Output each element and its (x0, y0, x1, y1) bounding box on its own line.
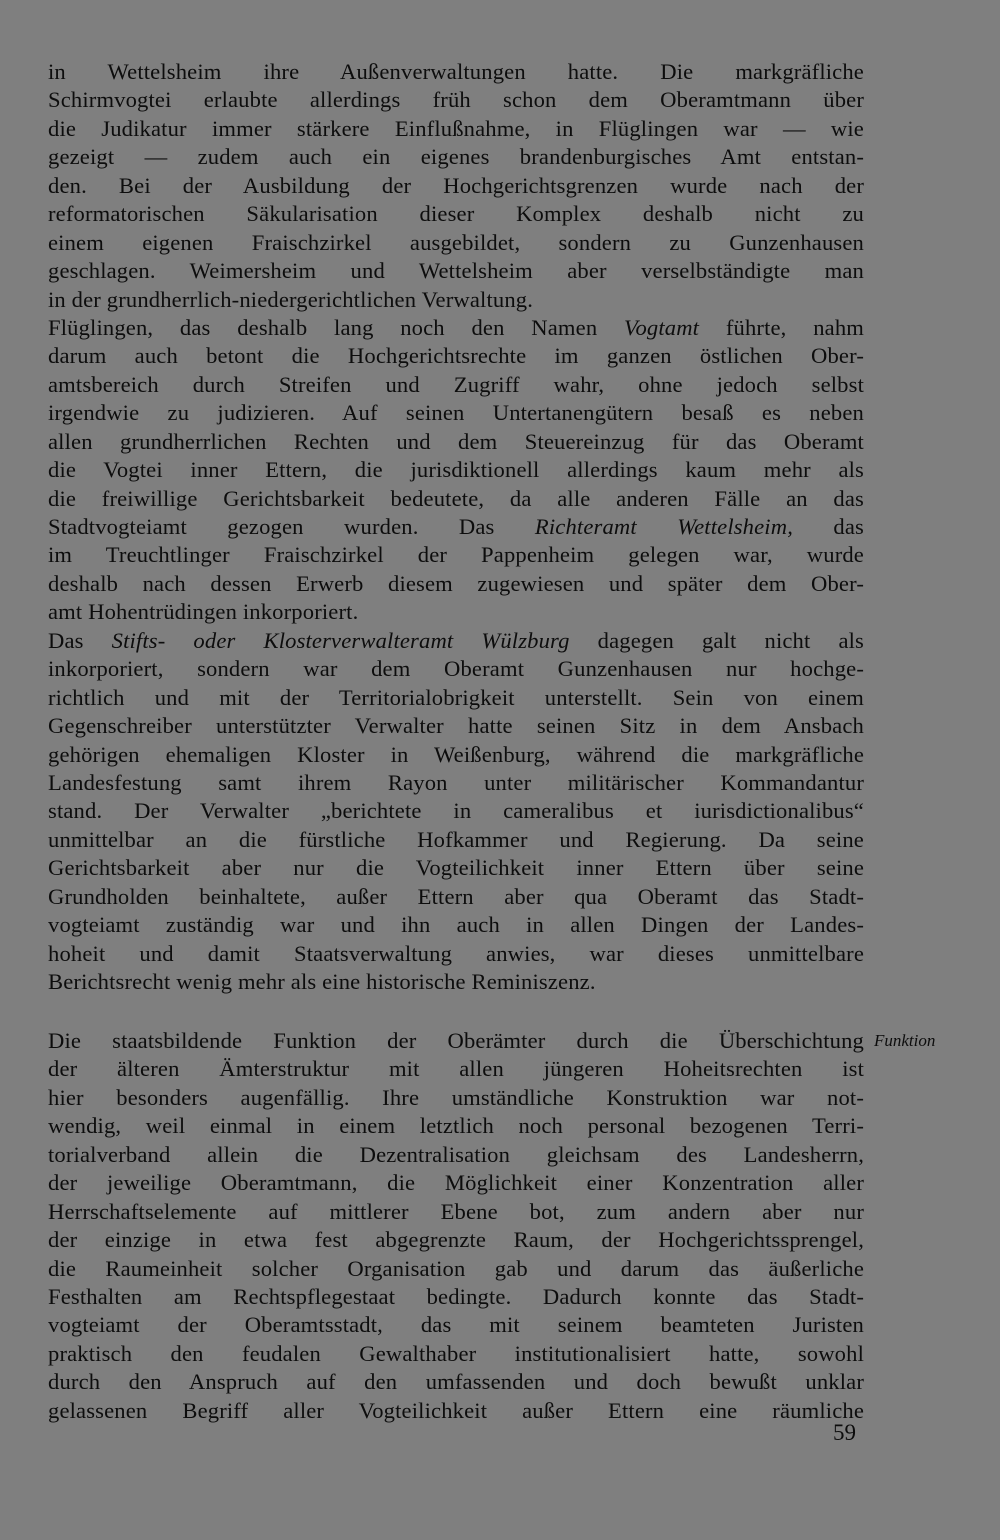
text-line: einem eigenen Fraischzirkel ausgebildet, sondern zu Gunzenhausen (48, 229, 864, 255)
text-line: hoheit und damit Staatsverwaltung anwies, war dieses unmittelbare (48, 940, 864, 966)
text-line: hier besonders augenfällig. Ihre umständliche Konstruktion war not- (48, 1084, 864, 1110)
text-line: darum auch betont die Hochgerichtsrechte im ganzen östlichen Ober- (48, 343, 864, 369)
text-line (48, 314, 864, 342)
text-segment: Flüglingen, das deshalb lang noch den Namen (48, 314, 624, 340)
text-line: Gerichtsbarkeit aber nur die Vogteilichkeit inner Ettern über seine (48, 855, 864, 881)
text-line: gezeigt — zudem auch ein eigenes brandenburgisches Amt entstan- (48, 144, 864, 170)
text-line: Die staatsbildende Funktion der Oberämter durch die Überschichtung (48, 1028, 864, 1053)
text-segment: dagegen galt nicht als (569, 627, 865, 653)
text-line: unmittelbar an die fürstliche Hofkammer und Regierung. Da seine (48, 826, 864, 852)
text-segment: Stadtvogteiamt gezogen wurden. Das (48, 514, 535, 539)
text-line: Gegenschreiber unterstützter Verwalter hatte seinen Sitz in dem Ansbach (48, 713, 864, 739)
text-line: deshalb nach dessen Erwerb diesem zugewiesen und später dem Ober- (48, 570, 864, 596)
text-line: Schirmvogtei erlaubte allerdings früh schon dem Oberamtmann über (48, 87, 864, 113)
text-line: irgendwie zu judizieren. Auf seinen Untertanengütern besaß es neben (48, 400, 864, 426)
text-line: reformatorischen Säkularisation dieser Komplex deshalb nicht zu (48, 201, 864, 227)
text-line: vogteiamt zuständig war und ihn auch in allen Dingen der Landes- (48, 912, 864, 938)
text-line: vogteiamt der Oberamtsstadt, das mit seinem beamteten Juristen (48, 1312, 864, 1338)
text-segment: Das (48, 627, 112, 653)
text-line: in Wettelsheim ihre Außenverwaltungen hatte. Die markgräfliche (48, 59, 864, 84)
text-line: der älteren Ämterstruktur mit allen jüngeren Hoheitsrechten ist (48, 1056, 864, 1082)
text-line: die Raumeinheit solcher Organisation gab und darum das äußerliche (48, 1255, 864, 1281)
text-line: die Vogtei inner Ettern, die jurisdiktionell allerdings kaum mehr als (48, 457, 864, 483)
text-line: amtsbereich durch Streifen und Zugriff wahr, ohne jedoch selbst (48, 371, 864, 397)
text-line: Landesfestung samt ihrem Rayon unter militärischer Kommandantur (48, 769, 864, 795)
text-line: wendig, weil einmal in einem letztlich noch personal bezogenen Terri- (48, 1113, 864, 1139)
text-line: durch den Anspruch auf den umfassenden und doch bewußt unklar (48, 1369, 864, 1395)
text-line: stand. Der Verwalter „berichtete in cameralibus et iurisdictionalibus“ (48, 798, 864, 824)
text-line: allen grundherrlichen Rechten und dem Steuereinzug für das Oberamt (48, 428, 864, 454)
text-line: der jeweilige Oberamtmann, die Möglichkeit einer Konzentration aller (48, 1170, 864, 1196)
text-line: Festhalten am Rechtspflegestaat bedingte. Dadurch konnte das Stadt- (48, 1283, 864, 1309)
italic-term: Vogtamt (624, 314, 700, 340)
text-line: Herrschaftselemente auf mittlerer Ebene bot, zum andern aber nur (48, 1198, 864, 1224)
text-line: praktisch den feudalen Gewalthaber institutionalisiert hatte, sowohl (48, 1340, 864, 1366)
text-block-lower (48, 1027, 864, 1425)
text-line: die Judikatur immer stärkere Einflußnahme, in Flüglingen war — wie (48, 115, 864, 141)
italic-term: Richteramt Wettelsheim, (534, 514, 794, 539)
text-line (48, 627, 864, 655)
text-line: der einzige in etwa fest abgegrenzte Raum, der Hochgerichtssprengel, (48, 1227, 864, 1253)
text-line: geschlagen. Weimersheim und Wettelsheim aber verselbständigte man (48, 258, 864, 284)
text-line: den. Bei der Ausbildung der Hochgerichtsgrenzen wurde nach der (48, 172, 864, 198)
text-line: im Treuchtlinger Fraischzirkel der Pappenheim gelegen war, wurde (48, 542, 864, 568)
margin-note: Funktion (874, 1031, 936, 1050)
text-line: gelassenen Begriff aller Vogteilichkeit außer Ettern eine räumliche (48, 1397, 864, 1423)
text-line: die freiwillige Gerichtsbarkeit bedeutete, da alle anderen Fälle an das (48, 485, 864, 511)
text-line: inkorporiert, sondern war dem Oberamt Gunzenhausen nur hochge- (48, 656, 864, 682)
text-line: Grundholden beinhaltete, außer Ettern aber qua Oberamt das Stadt- (48, 883, 864, 909)
text-segment: das (793, 514, 864, 539)
text-line: richtlich und mit der Territorialobrigkeit unterstellt. Sein von einem (48, 684, 864, 710)
text-line: amt Hohentrüdingen inkorporiert. (48, 599, 359, 625)
text-line (48, 513, 864, 541)
page-number: 59 (833, 1420, 856, 1445)
text-segment: führte, nahm (699, 314, 864, 340)
text-block-upper (48, 58, 864, 996)
text-line: in der grundherrlich-niedergerichtlichen Verwaltung. (48, 286, 534, 312)
text-line: Berichtsrecht wenig mehr als eine historische Reminiszenz. (48, 969, 596, 994)
text-line: gehörigen ehemaligen Kloster in Weißenburg, während die markgräfliche (48, 741, 864, 767)
text-line: torialverband allein die Dezentralisation gleichsam des Landesherrn, (48, 1141, 864, 1167)
italic-term: Stifts- oder Klosterverwalteramt Wülzburg (111, 627, 570, 653)
